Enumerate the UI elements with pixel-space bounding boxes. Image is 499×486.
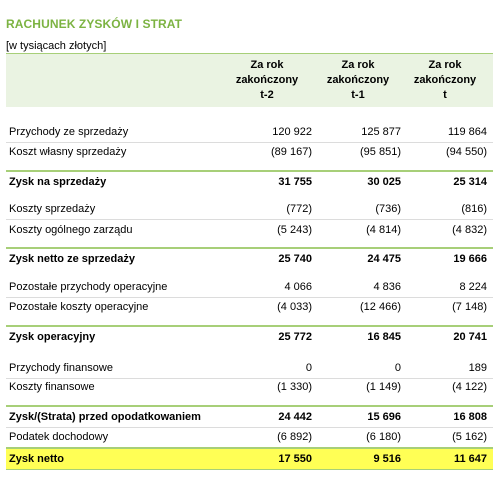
row-zysk-netto	[6, 447, 493, 470]
value-cell: (95 851)	[360, 146, 401, 158]
row-label: Koszt własny sprzedaży	[9, 146, 127, 158]
row-label: Przychody finansowe	[9, 362, 113, 374]
row-zysk-operacyjny	[6, 325, 493, 347]
row-pozostale-koszty-operacyjne	[6, 297, 493, 317]
column-header-t	[405, 58, 485, 103]
row-label: Zysk netto ze sprzedaży	[9, 253, 135, 265]
row-label: Zysk na sprzedaży	[9, 176, 107, 188]
value-cell: 125 877	[361, 126, 401, 138]
row-koszty-finansowe	[6, 377, 493, 397]
value-cell: (12 466)	[360, 301, 401, 313]
row-koszty-sprzedazy	[6, 199, 493, 220]
value-cell: 24 475	[367, 253, 401, 265]
column-header-text: zakończony	[235, 74, 299, 86]
value-cell: (736)	[375, 203, 401, 215]
row-label: Zysk/(Strata) przed opodatkowaniem	[9, 411, 201, 423]
value-cell: 30 025	[367, 176, 401, 188]
value-cell: 4 066	[284, 281, 312, 293]
row-label: Zysk operacyjny	[9, 331, 96, 343]
value-cell: (5 243)	[277, 224, 312, 236]
column-header-text: t-2	[260, 89, 274, 101]
value-cell: 4 836	[373, 281, 401, 293]
row-przychody-finansowe	[6, 358, 493, 379]
value-cell: 17 550	[278, 453, 312, 465]
value-cell: (1 149)	[366, 381, 401, 393]
row-koszt-wlasny-sprzedazy	[6, 142, 493, 162]
value-cell: 15 696	[367, 411, 401, 423]
value-cell: (89 167)	[271, 146, 312, 158]
row-zysk-netto-ze-sprzedazy	[6, 247, 493, 269]
value-cell: 8 224	[459, 281, 487, 293]
row-label: Pozostałe przychody operacyjne	[9, 281, 168, 293]
value-cell: 120 922	[272, 126, 312, 138]
report-title: RACHUNEK ZYSKÓW I STRAT	[6, 17, 183, 31]
value-cell: 189	[468, 362, 487, 374]
value-cell: 16 845	[367, 331, 401, 343]
row-zysk-na-sprzedazy	[6, 170, 493, 192]
value-cell: (7 148)	[452, 301, 487, 313]
row-label: Przychody ze sprzedaży	[9, 126, 129, 138]
row-label: Koszty sprzedaży	[9, 203, 96, 215]
value-cell: (4 814)	[366, 224, 401, 236]
value-cell: (816)	[461, 203, 487, 215]
value-cell: (6 180)	[366, 431, 401, 443]
row-label: Podatek dochodowy	[9, 431, 109, 443]
value-cell: 25 314	[453, 176, 487, 188]
row-label: Pozostałe koszty operacyjne	[9, 301, 149, 313]
value-cell: 119 864	[448, 126, 487, 138]
value-cell: 25 772	[278, 331, 312, 343]
column-header-t-1	[318, 58, 398, 103]
value-cell: (1 330)	[277, 381, 312, 393]
column-header-text: Za rok	[250, 59, 284, 71]
value-cell: 31 755	[278, 176, 312, 188]
column-header-text: Za rok	[428, 59, 462, 71]
value-cell: (6 892)	[277, 431, 312, 443]
row-label: Zysk netto	[9, 453, 65, 465]
value-cell: 0	[394, 362, 401, 374]
row-koszty-ogolnego-zarzadu	[6, 220, 493, 240]
column-header-text: zakończony	[413, 74, 477, 86]
column-header-text: zakończony	[326, 74, 390, 86]
row-zysk-strata-przed-opodatkowaniem	[6, 405, 493, 428]
value-cell: (4 033)	[277, 301, 312, 313]
column-header-text: t	[443, 89, 447, 101]
value-cell: (94 550)	[446, 146, 487, 158]
value-cell: 9 516	[373, 453, 401, 465]
value-cell: (772)	[286, 203, 312, 215]
row-podatek-dochodowy	[6, 427, 493, 447]
column-header-text: Za rok	[341, 59, 375, 71]
row-label: Koszty finansowe	[9, 381, 95, 393]
value-cell: 11 647	[453, 453, 487, 465]
row-przychody-ze-sprzedazy	[6, 122, 493, 143]
column-header-t-2	[227, 58, 307, 103]
row-label: Koszty ogólnego zarządu	[9, 224, 133, 236]
value-cell: 0	[305, 362, 312, 374]
value-cell: 24 442	[278, 411, 312, 423]
value-cell: 19 666	[453, 253, 487, 265]
value-cell: (4 832)	[452, 224, 487, 236]
value-cell: 25 740	[278, 253, 312, 265]
value-cell: (4 122)	[452, 381, 487, 393]
value-cell: 16 808	[453, 411, 487, 423]
column-header-text: t-1	[351, 89, 365, 101]
unit-note: [w tysiącach złotych]	[6, 40, 107, 52]
value-cell: 20 741	[453, 331, 487, 343]
value-cell: (5 162)	[452, 431, 487, 443]
row-pozostale-przychody-operacyjne	[6, 277, 493, 298]
